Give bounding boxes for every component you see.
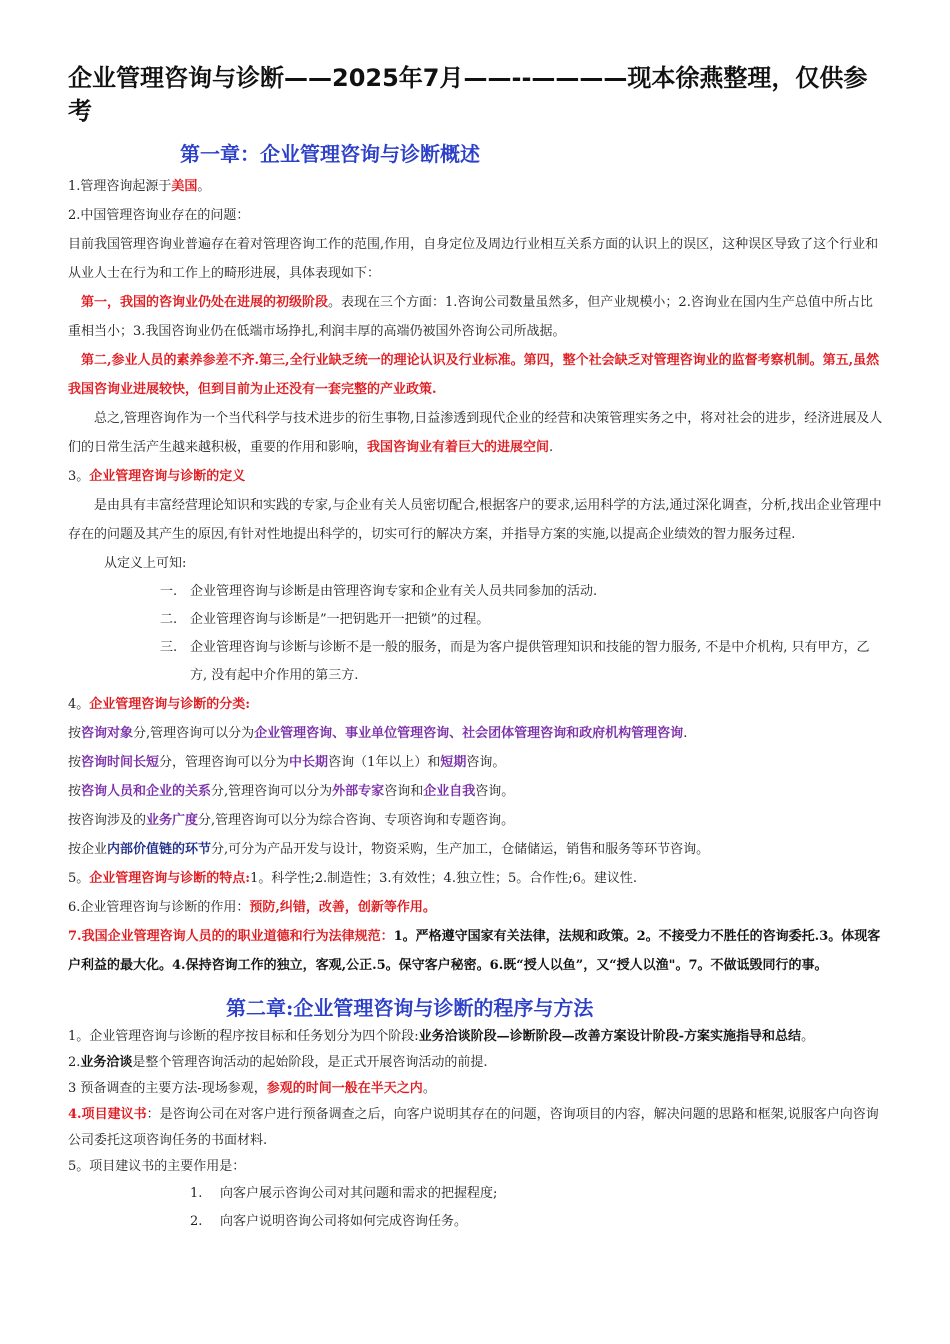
list-item: 2. 向客户说明咨询公司将如何完成咨询任务。 (190, 1214, 468, 1229)
c1-p1: 1.管理咨询起源于美国。 (68, 179, 211, 194)
document-title: 企业管理咨询与诊断——2025年7月——--————现本徐燕整理，仅供参考 (68, 64, 868, 125)
section7: 7.我国企业管理咨询人员的的职业道德和行为法律规范：1。严格遵守国家有关法律，法规和政策。2。不接受力不胜任的咨询委托.3。体现客户利益的最大化。4.保持咨询工作的独立，客观,公正.5。保守客户秘密。6.既“授人以鱼”，又“授人以渔"。7。不做诋毁同行的事。 (68, 929, 881, 973)
c2-q1: 1。企业管理咨询与诊断的程序按目标和任务划分为四个阶段:业务洽谈阶段—诊断阶段—改善方案设计阶段-方案实施指导和总结。 (68, 1029, 815, 1044)
category-5: 按企业内部价值链的环节分,可分为产品开发与设计，物资采购，生产加工，仓储储运，销售和服务等环节咨询。 (68, 842, 710, 857)
section5: 5。企业管理咨询与诊断的特点:1。科学性;2.制造性；3.有效性；4.独立性；5。合作性;6。建议性. (68, 871, 638, 886)
section3-body: 是由具有丰富经营理论知识和实践的专家,与企业有关人员密切配合,根据客户的要求,运用科学的方法,通过深化调查，分析,找出企业管理中存在的问题及其产生的原因,有针对性地提出科学的，切实可行的解决方案，并指导方案的实施,以提高企业绩效的智力服务过程. (68, 498, 882, 542)
list-item: 1. 向客户展示咨询公司对其问题和需求的把握程度; (190, 1186, 498, 1201)
chapter1-heading: 第一章：企业管理咨询与诊断概述 (180, 142, 480, 166)
section6: 6.企业管理咨询与诊断的作用：预防,纠错，改善，创新等作用。 (68, 900, 436, 915)
c2-q2: 2.业务洽谈是整个管理咨询活动的起始阶段，是正式开展咨询活动的前提. (68, 1055, 488, 1070)
section3-intro: 从定义上可知: (104, 556, 187, 571)
category-1: 按咨询对象分,管理咨询可以分为企业管理咨询、事业单位管理咨询、社会团体管理咨询和政府机构管理咨询. (68, 726, 688, 741)
proposal-role-list (68, 1180, 884, 1236)
c1-p3: 目前我国管理咨询业普遍存在着对管理咨询工作的范围,作用，自身定位及周边行业相互关系方面的认识上的误区，这种误区导致了这个行业和从业人士在行为和工作上的畸形进展，具体表现如下： (68, 237, 879, 281)
category-3: 按咨询人员和企业的关系分,管理咨询可以分为外部专家咨询和企业自我咨询。 (68, 784, 515, 799)
chapter2-body (68, 1024, 884, 1236)
category-4: 按咨询涉及的业务广度分,管理咨询可以分为综合咨询、专项咨询和专题咨询。 (68, 813, 515, 828)
section3-heading: 3。企业管理咨询与诊断的定义 (68, 469, 246, 484)
category-2: 按咨询时间长短分，管理咨询可以分为中长期咨询（1年以上）和短期咨询。 (68, 755, 506, 770)
c2-q3: 3 预备调查的主要方法-现场参观，参观的时间一般在半天之内。 (68, 1081, 436, 1096)
c1-p4: 第一，我国的咨询业仍处在进展的初级阶段。表现在三个方面：1.咨询公司数量虽然多，但产业规模小；2.咨询业在国内生产总值中所占比重相当小；3.我国咨询业仍在低端市场挣扎,利润丰厚的高端仍被国外咨询公司所战据。 (68, 295, 873, 339)
definition-list (68, 578, 884, 690)
list-item: 一. 企业管理咨询与诊断是由管理咨询专家和企业有关人员共同参加的活动. (160, 584, 598, 599)
chapter2-heading: 第二章:企业管理咨询与诊断的程序与方法 (226, 996, 594, 1020)
list-item: 二. 企业管理咨询与诊断是”一把钥匙开一把锁”的过程。 (160, 612, 490, 627)
list-item: 三. 企业管理咨询与诊断与诊断不是一般的服务，而是为客户提供管理知识和技能的智力服务, 不是中介机构, 只有甲方，乙方, 没有起中介作用的第三方. (160, 640, 870, 683)
c2-q5: 5。项目建议书的主要作用是： (68, 1159, 246, 1174)
c1-p5: 第二,参业人员的素养参差不齐.第三,全行业缺乏统一的理论认识及行业标准。第四，整个社会缺乏对管理咨询业的监督考察机制。第五,虽然我国咨询业进展较快，但到目前为止还没有一套完整的产业政策. (68, 353, 880, 397)
c1-p2: 2.中国管理咨询业存在的问题： (68, 208, 250, 223)
c2-q4: 4.项目建议书：是咨询公司在对客户进行预备调查之后，向客户说明其存在的问题，咨询项目的内容，解决问题的思路和框架,说服客户向咨询公司委托这项咨询任务的书面材料. (68, 1107, 879, 1148)
c1-p6: 总之,管理咨询作为一个当代科学与技术进步的衍生事物,日益渗透到现代企业的经营和决策管理实务之中，将对社会的进步，经济进展及人们的日常生活产生越来越积极，重要的作用和影响，我国咨询业有着巨大的进展空间. (68, 411, 883, 455)
section4-heading: 4。企业管理咨询与诊断的分类: (68, 697, 251, 712)
